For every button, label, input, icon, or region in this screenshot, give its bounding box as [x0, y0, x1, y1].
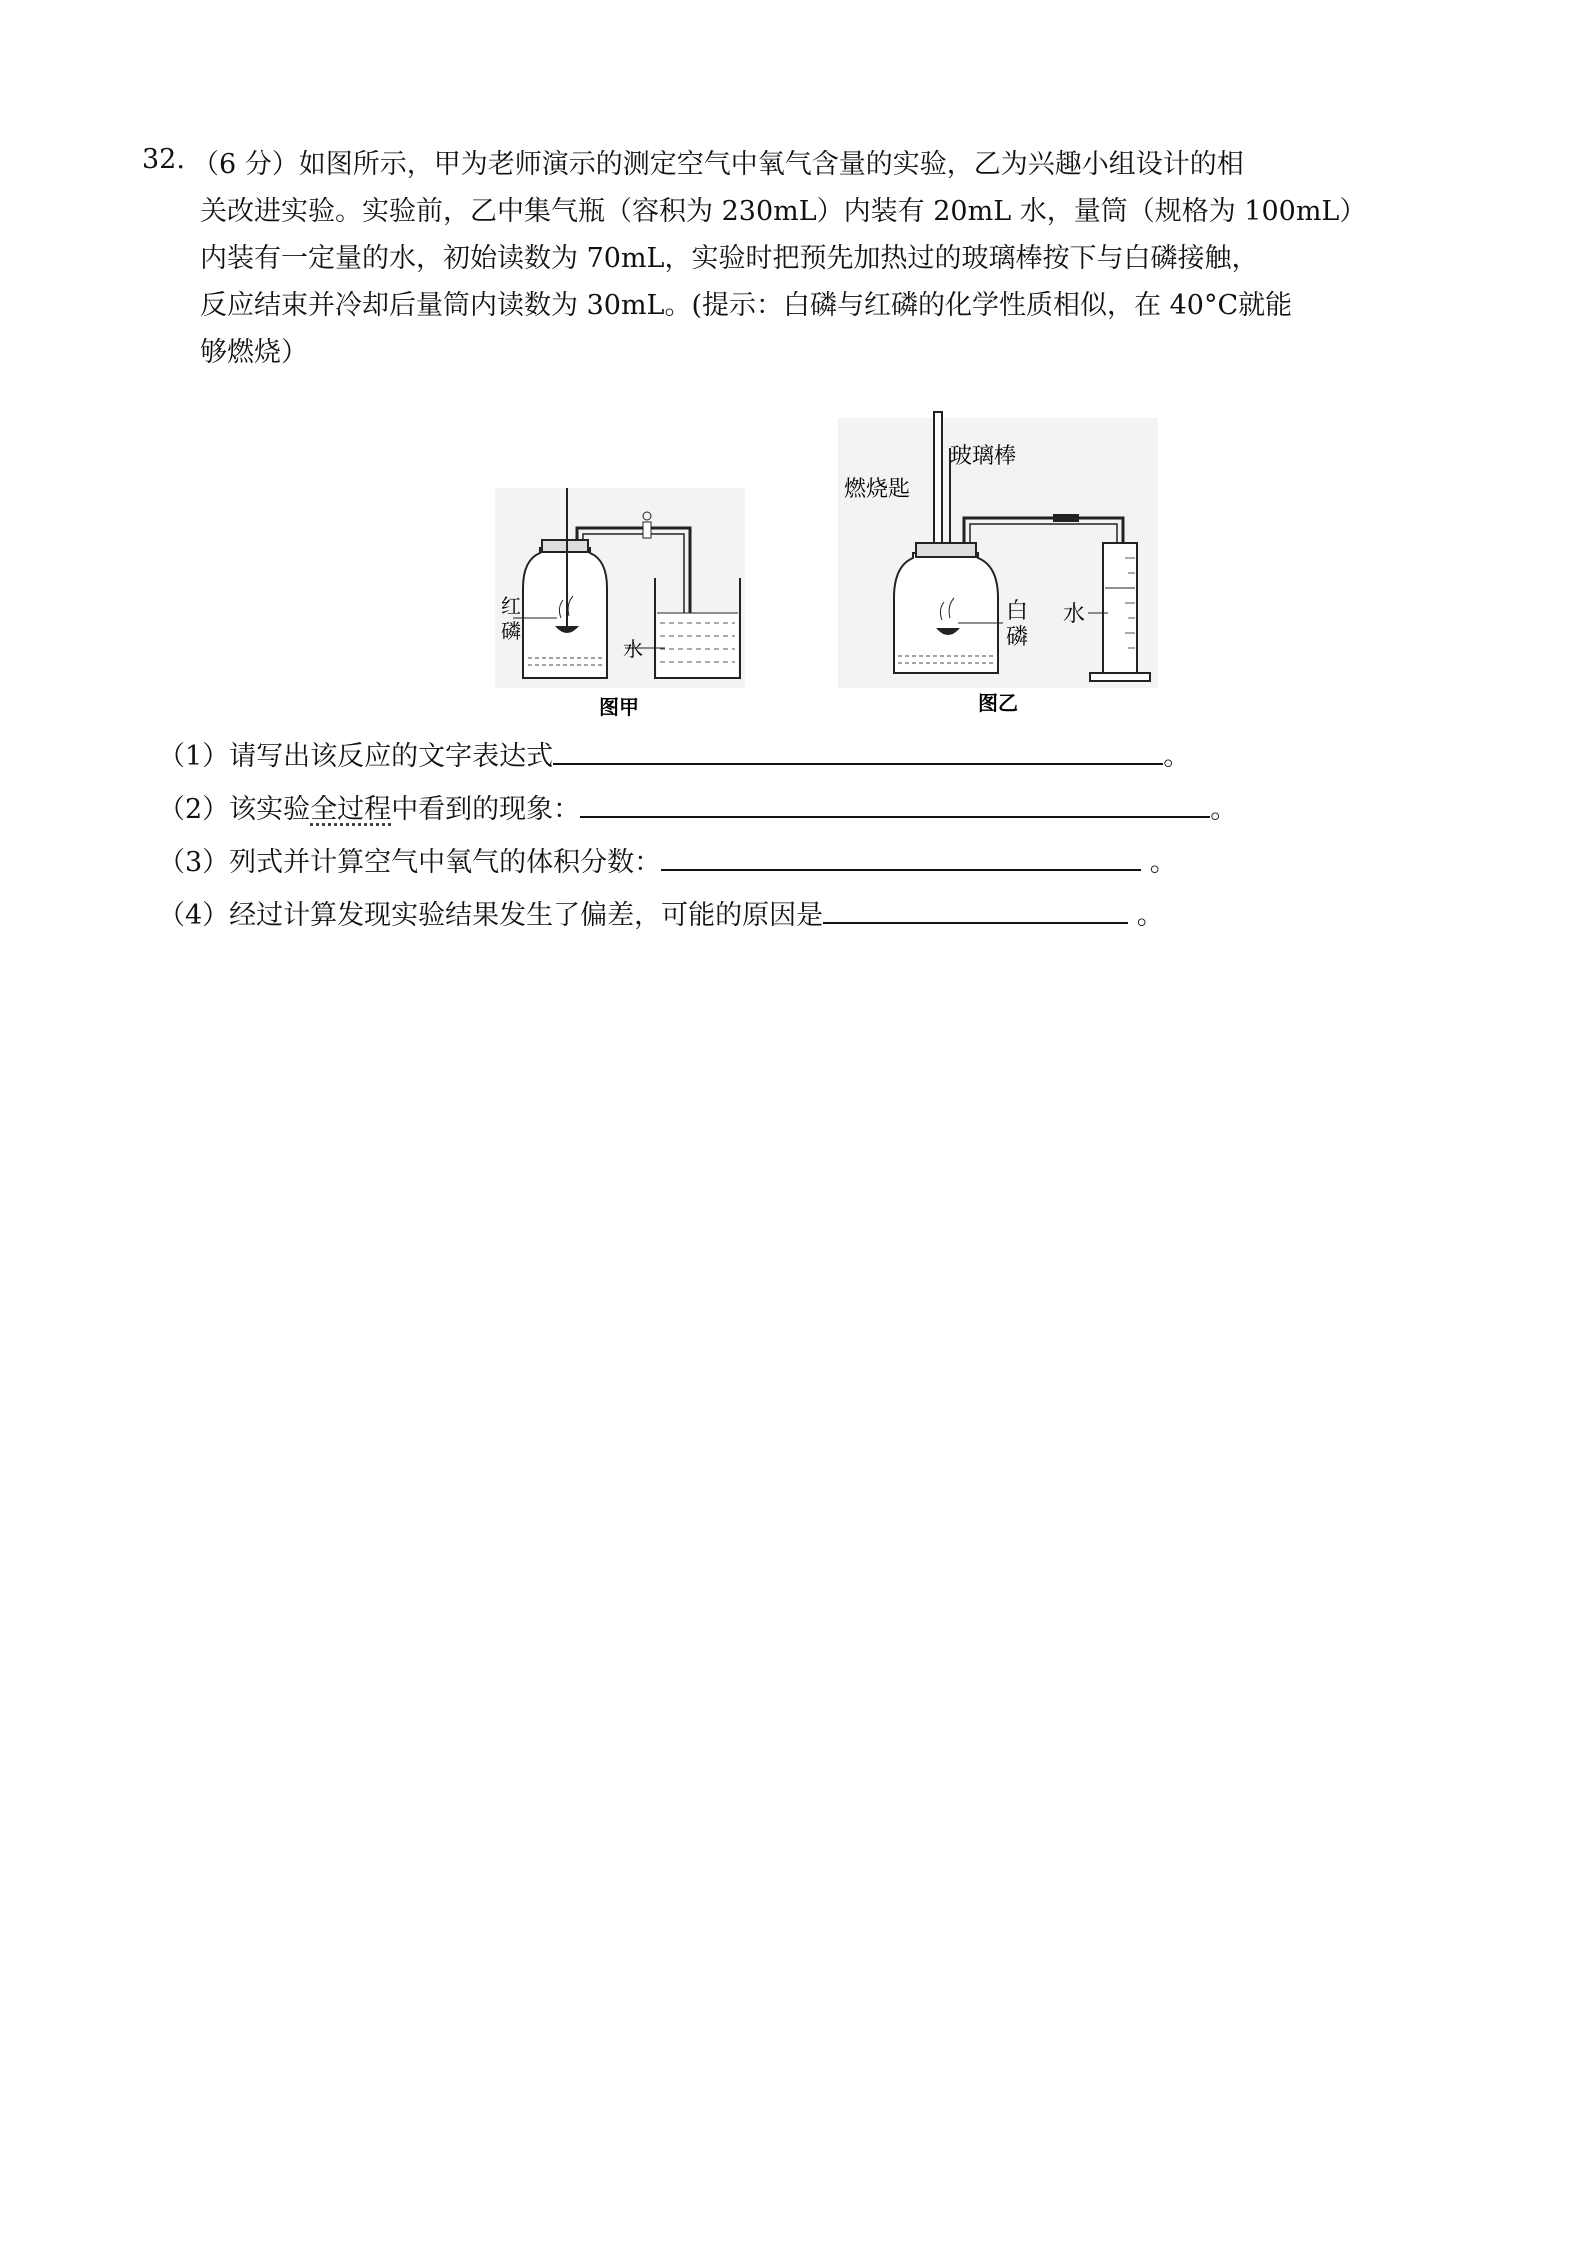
subquestion-1 [158, 734, 1190, 773]
subquestion-4 [158, 893, 1164, 932]
figure-yi [838, 408, 1178, 722]
subquestion-4-text: （4）经过计算发现实验结果发生了偏差，可能的原因是 [158, 900, 824, 931]
subquestion-2 [158, 787, 1237, 826]
answer-blank-2[interactable] [580, 788, 1210, 818]
caption-jia: 图甲 [599, 695, 639, 718]
subquestion-3 [158, 840, 1177, 879]
figure-jia-drawing [495, 478, 755, 718]
subquestion-3-text: （3）列式并计算空气中氧气的体积分数： [158, 847, 662, 878]
label-water-yi: 水 [1063, 602, 1086, 627]
stem-line-1: （6 分）如图所示，甲为老师演示的测定空气中氧气含量的实验，乙为兴趣小组设计的相 [192, 149, 1244, 180]
label-spoon: 燃烧匙 [844, 477, 911, 502]
stem-line-2: 关改进实验。实验前，乙中集气瓶（容积为 230mL）内装有 20mL 水，量筒（规格为 100mL） [200, 196, 1367, 227]
stem-line-5: 够燃烧） [200, 337, 308, 368]
label-water-jia: 水 [623, 637, 643, 661]
label-white-2: 磷 [1006, 625, 1029, 650]
answer-blank-3[interactable] [661, 841, 1141, 871]
stem-line-3: 内装有一定量的水，初始读数为 70mL，实验时把预先加热过的玻璃棒按下与白磷接触， [200, 243, 1259, 274]
subquestion-1-text: （1）请写出该反应的文字表达式 [158, 741, 554, 772]
stem-line-4: 反应结束并冷却后量筒内读数为 30mL。(提示：白磷与红磷的化学性质相似，在 40°C就能 [200, 290, 1293, 321]
subquestion-2-text-a: （2）该实验 [158, 794, 311, 825]
subquestion-3-end: 。 [1141, 847, 1177, 878]
label-red-2: 磷 [501, 619, 521, 643]
label-red-1: 红 [501, 594, 521, 618]
answer-blank-4[interactable] [823, 894, 1128, 924]
figure-jia [495, 478, 755, 722]
subquestion-2-text-b: 中看到的现象： [391, 794, 581, 825]
answer-blank-1[interactable] [553, 735, 1163, 765]
figure-yi-drawing [838, 408, 1178, 718]
subquestion-4-end: 。 [1128, 900, 1164, 931]
question-stem [192, 141, 1460, 376]
question-number: 32. [142, 144, 185, 175]
subquestion-1-end: 。 [1163, 741, 1191, 772]
label-white-1: 白 [1006, 599, 1029, 624]
subquestion-2-end: 。 [1210, 794, 1238, 825]
label-rod: 玻璃棒 [950, 444, 1017, 469]
subquestion-2-emphasis: 全过程 [310, 794, 392, 825]
caption-yi: 图乙 [978, 691, 1018, 715]
